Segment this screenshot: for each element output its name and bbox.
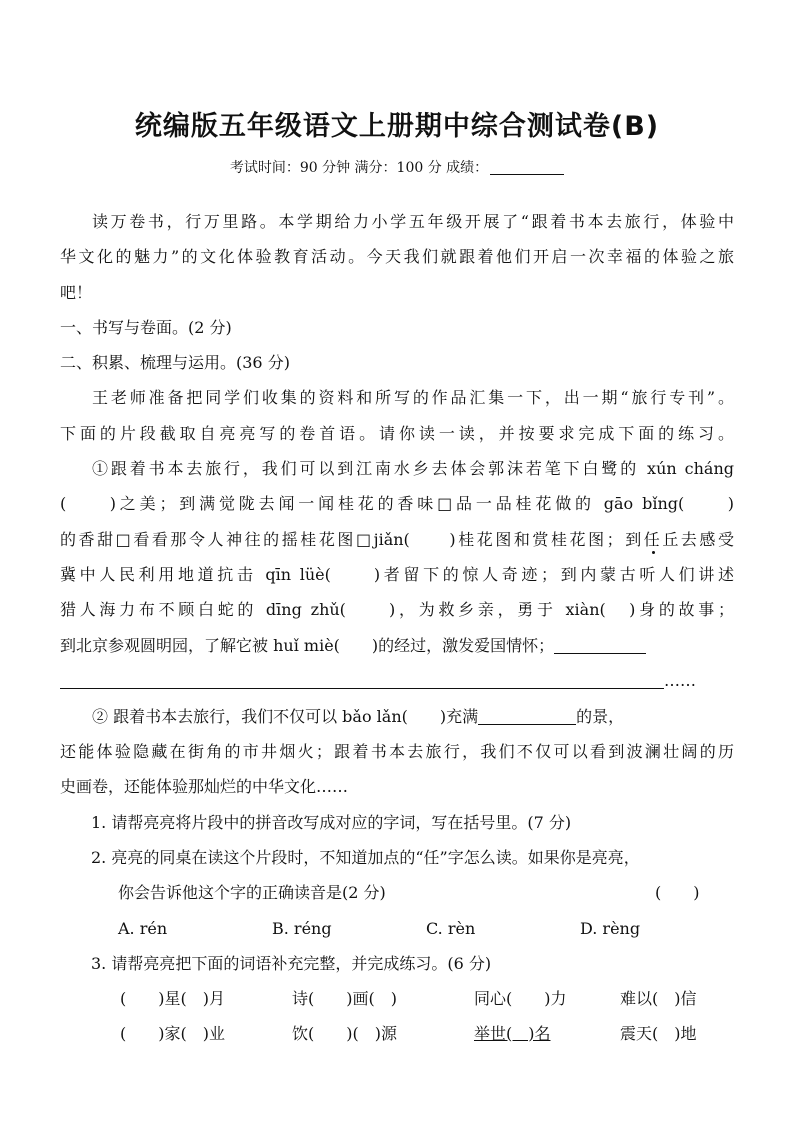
context-line-2: 下面的片段截取自亮亮写的卷首语。请你读一读，并按要求完成下面的练习。 bbox=[60, 424, 734, 443]
option-b[interactable]: B. réng bbox=[272, 919, 332, 938]
score-blank[interactable] bbox=[490, 174, 564, 175]
section-2-heading: 二、积累、梳理与运用。(36 分) bbox=[60, 353, 290, 372]
context-line-1: 王老师准备把同学们收集的资料和所写的作品汇集一下，出一期“旅行专刊”。 bbox=[92, 388, 734, 407]
idiom-blank[interactable]: 震天( )地 bbox=[620, 1024, 697, 1043]
passage-1-line-2: ( )之美；到满觉陇去闻一闻桂花的香味□品一品桂花做的 gāo bǐng( ) bbox=[60, 494, 734, 513]
passage-2-line-2: 还能体验隐藏在街角的市井烟火；跟着书本去旅行，我们不仅可以看到波澜壮阔的历 bbox=[60, 742, 734, 761]
idiom-blank[interactable]: 同心( )力 bbox=[474, 989, 567, 1008]
idiom-blank-underlined[interactable]: 举世( )名 bbox=[474, 1024, 551, 1043]
exam-meta-text: 考试时间：90 分钟 满分：100 分 成绩： bbox=[229, 160, 489, 176]
intro-line-1: 读万卷书，行万里路。本学期给力小学五年级开展了“跟着书本去旅行，体验中 bbox=[92, 212, 734, 231]
dotted-char-ren: 任 bbox=[643, 530, 663, 549]
idiom-blank[interactable]: ( )星( )月 bbox=[120, 989, 225, 1008]
exam-meta bbox=[0, 157, 794, 177]
question-2-line-1: 2. 亮亮的同桌在读这个片段时，不知道加点的“任”字怎么读。如果你是亮亮， bbox=[91, 848, 640, 867]
answer-blank-1[interactable] bbox=[554, 653, 646, 654]
exam-title: 统编版五年级语文上册期中综合测试卷(B) bbox=[134, 111, 660, 142]
passage-2-line-1: ② 跟着书本去旅行，我们不仅可以 bǎo lǎn( )充满 的景， bbox=[92, 707, 625, 726]
idiom-blank[interactable]: ( )家( )业 bbox=[120, 1024, 225, 1043]
answer-blank-2[interactable] bbox=[60, 688, 664, 689]
option-d[interactable]: D. rèng bbox=[580, 919, 641, 938]
idiom-blank[interactable]: 饮( )( )源 bbox=[292, 1024, 397, 1043]
option-c[interactable]: C. rèn bbox=[426, 919, 476, 938]
intro-line-2: 华文化的魅力”的文化体验教育活动。今天我们就跟着他们开启一次幸福的体验之旅 bbox=[60, 247, 734, 266]
passage-1-line-7: …… bbox=[60, 671, 696, 691]
idiom-blank[interactable]: 难以( )信 bbox=[620, 989, 697, 1008]
idiom-blank[interactable]: 诗( )画( ) bbox=[292, 989, 397, 1008]
passage-2-line-3: 史画卷，还能体验那灿烂的中华文化…… bbox=[60, 777, 349, 796]
passage-1-line-5: 猎人海力布不顾白蛇的 dīng zhǔ( )，为救乡亲，勇于 xiàn( )身的故事； bbox=[60, 600, 734, 619]
question-2-answer-paren[interactable]: ( ) bbox=[655, 883, 700, 902]
question-1: 1. 请帮亮亮将片段中的拼音改写成对应的字词，写在括号里。(7 分) bbox=[91, 813, 572, 832]
passage-1-line-4: 冀中人民利用地道抗击 qīn lüè( )者留下的惊人奇迹；到内蒙古听人们讲述 bbox=[60, 565, 734, 584]
option-a[interactable]: A. rén bbox=[118, 919, 168, 938]
passage-1-line-3: 的香甜□看看那令人神往的摇桂花图□jiǎn( )桂花图和赏桂花图；到任丘去感受 bbox=[60, 530, 734, 549]
question-2-line-2: 你会告诉他这个字的正确读音是(2 分) bbox=[118, 883, 386, 902]
answer-blank-3[interactable] bbox=[478, 724, 576, 725]
intro-line-3: 吧！ bbox=[60, 283, 93, 302]
passage-1-line-6: 到北京参观圆明园，了解它被 huǐ miè( )的经过，激发爱国情怀； bbox=[60, 636, 646, 656]
passage-1-line-1: ①跟着书本去旅行，我们可以到江南水乡去体会郭沫若笔下白鹭的 xún cháng bbox=[92, 459, 734, 478]
section-1-heading: 一、书写与卷面。(2 分) bbox=[60, 318, 232, 337]
question-3: 3. 请帮亮亮把下面的词语补充完整，并完成练习。(6 分) bbox=[91, 954, 492, 973]
